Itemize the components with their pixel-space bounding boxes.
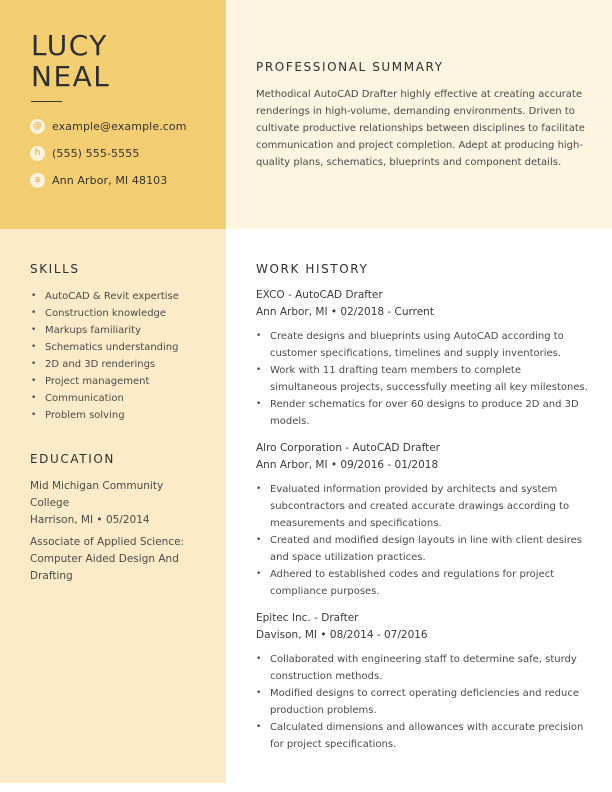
at-icon: @ [30,119,45,134]
job-bullet: • Adhered to established codes and regulations for project compliance purposes. [256,566,591,600]
job-bullet: • Collaborated with engineering staff to determine safe, sturdy construction methods. [256,651,591,685]
summary-text: Methodical AutoCAD Drafter highly effective at creating accurate renderings in high-volume, demanding environments. Driven to cultivate productive relationships between disciplines to facilitate communication and project completion. Adept at producing high-quality plans, schematics, blueprints and component details. [256,89,585,168]
education-heading: EDUCATION [30,452,115,466]
job-bullet: • Calculated dimensions and allowances with accurate precision for project specifications. [256,719,591,753]
job-bullets [256,651,591,753]
contact-address [30,172,167,188]
skill-item: • Construction knowledge [31,305,221,322]
job-title: Alro Corporation - AutoCAD Drafter [256,442,440,454]
work-heading: WORK HISTORY [256,262,369,276]
job-bullet: • Created and modified design layouts in line with client desires and space utilization practices. [256,532,591,566]
job-bullet: • Work with 11 drafting team members to complete simultaneous projects, successfully meeting all key milestones. [256,362,591,396]
job-meta: Ann Arbor, MI • 02/2018 - Current [256,306,434,318]
job-bullets [256,481,591,600]
skill-item: • Problem solving [31,407,221,424]
contact-phone [30,145,139,161]
job-title: Epitec Inc. - Drafter [256,612,359,624]
education-degree: Associate of Applied Science: Computer Aided Design And Drafting [30,536,185,582]
job-bullet: • Create designs and blueprints using AutoCAD according to customer specifications, timelines and supply inventories. [256,328,591,362]
job-meta: Davison, MI • 08/2014 - 07/2016 [256,629,428,641]
phone-text: (555) 555-5555 [52,146,140,160]
job-bullet: • Render schematics for over 60 designs to produce 2D and 3D models. [256,396,591,430]
skills-list [31,288,221,424]
address-text: Ann Arbor, MI 48103 [52,173,168,187]
job-bullet: • Evaluated information provided by architects and system subcontractors and created accurate drawings according to measurements and specifications. [256,481,591,532]
phone-icon: h [30,146,45,161]
contact-email [30,118,187,134]
location-icon: a [30,173,45,188]
summary-heading: PROFESSIONAL SUMMARY [256,60,444,74]
email-text[interactable]: example@example.com [52,119,187,133]
skill-item: • Project management [31,373,221,390]
skill-item: • 2D and 3D renderings [31,356,221,373]
job-bullet: • Modified designs to correct operating deficiencies and reduce production problems. [256,685,591,719]
skill-item: • AutoCAD & Revit expertise [31,288,221,305]
first-name: LUCY [31,29,108,62]
skill-item: • Schematics understanding [31,339,221,356]
last-name: NEAL [31,60,111,93]
job-bullets [256,328,591,430]
skills-heading: SKILLS [30,262,80,276]
education-meta: Harrison, MI • 05/2014 [30,514,150,526]
job-meta: Ann Arbor, MI • 09/2016 - 01/2018 [256,459,439,471]
education-school: Mid Michigan Community College [30,480,164,509]
job-title: EXCO - AutoCAD Drafter [256,289,383,301]
skill-item: • Communication [31,390,221,407]
skill-item: • Markups familiarity [31,322,221,339]
name-divider [31,101,62,102]
